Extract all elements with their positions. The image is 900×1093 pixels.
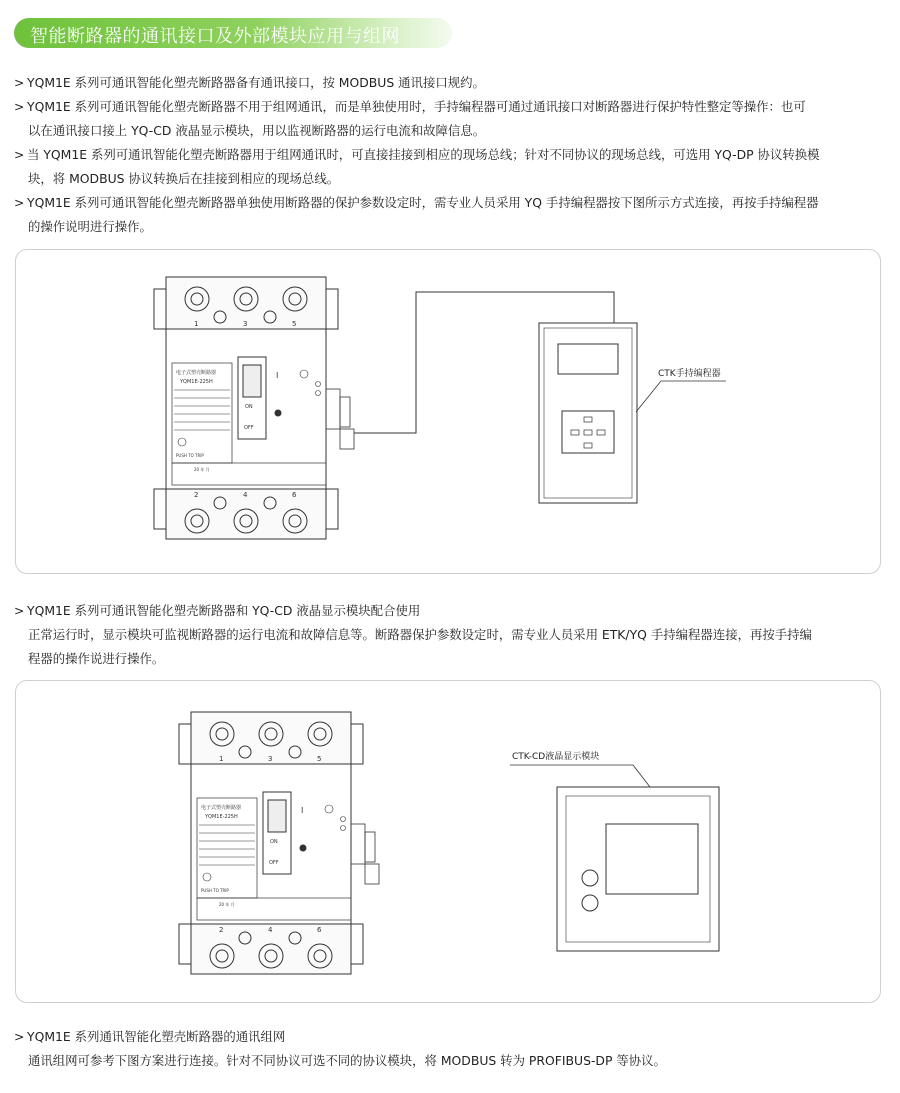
- diagram-panel-lcd: [15, 680, 881, 1003]
- svg-text:3: 3: [268, 755, 273, 763]
- svg-text:OFF: OFF: [244, 425, 254, 431]
- bullet-3: > 当 YQM1E 系列可通讯智能化塑壳断路器用于组网通讯时，可直接挂接到相应的现场总线；针对不同协议的现场总线，可选用 YQ-DP 协议转换模: [14, 147, 820, 162]
- programmer-label: CTK手持编程器: [658, 369, 721, 379]
- svg-text:PUSH TO TRIP: PUSH TO TRIP: [201, 888, 229, 893]
- svg-text:OFF: OFF: [269, 860, 279, 866]
- svg-text:I: I: [276, 371, 279, 380]
- svg-text:I: I: [301, 806, 304, 815]
- svg-text:5: 5: [292, 320, 297, 328]
- circuit-breaker: [179, 712, 379, 974]
- bullet-2: > YQM1E 系列可通讯智能化塑壳断路器不用于组网通讯，而是单独使用时，手持编程器可通过通讯接口对断路器进行保护特性整定等操作：也可: [14, 99, 806, 114]
- svg-text:3: 3: [243, 320, 248, 328]
- svg-text:5: 5: [317, 755, 322, 763]
- lcd-module-label: CTK-CD液晶显示模块: [512, 752, 600, 762]
- svg-text:YQM1E-225H: YQM1E-225H: [205, 814, 238, 820]
- comm-cable: [354, 292, 614, 433]
- section2-heading: > YQM1E 系列可通讯智能化塑壳断路器和 YQ-CD 液晶显示模块配合使用: [14, 603, 421, 618]
- svg-text:2: 2: [219, 926, 224, 934]
- circuit-breaker: [154, 277, 354, 539]
- callout-leader: [636, 381, 726, 412]
- lcd-display-module: [557, 787, 719, 951]
- bullet-4: > YQM1E 系列可通讯智能化塑壳断路器单独使用断路器的保护参数设定时，需专业人员采用 YQ 手持编程器按下图所示方式连接，再按手持编程器: [14, 195, 819, 210]
- handheld-programmer: [539, 323, 637, 503]
- svg-text:20 年 月: 20 年 月: [219, 902, 235, 907]
- diagram-panel-programmer: [15, 249, 881, 574]
- section2-line1: 正常运行时，显示模块可监视断路器的运行电流和故障信息等。断路器保护参数设定时，需专业人员采用 ETK/YQ 手持编程器连接，再按手持编: [28, 627, 812, 642]
- svg-text:1: 1: [194, 320, 199, 328]
- svg-text:6: 6: [292, 491, 297, 499]
- svg-text:电子式塑壳断路器: 电子式塑壳断路器: [201, 805, 242, 811]
- bullet-1: > YQM1E 系列可通讯智能化塑壳断路器备有通讯接口，按 MODBUS 通讯接口规约。: [14, 75, 485, 90]
- section3-heading: > YQM1E 系列通讯智能化塑壳断路器的通讯组网: [14, 1029, 286, 1044]
- section-title-banner: [14, 18, 452, 48]
- section3-line1: 通讯组网可参考下图方案进行连接。针对不同协议可选不同的协议模块，将 MODBUS 转为 PROFIBUS-DP 等协议。: [28, 1053, 666, 1068]
- svg-text:ON: ON: [245, 404, 253, 410]
- bullet-2-cont: 以在通讯接口接上 YQ-CD 液晶显示模块，用以监视断路器的运行电流和故障信息。: [28, 123, 486, 138]
- svg-text:PUSH TO TRIP: PUSH TO TRIP: [176, 453, 204, 458]
- section-title: 智能断路器的通讯接口及外部模块应用与组网: [30, 26, 400, 47]
- svg-text:1: 1: [219, 755, 224, 763]
- svg-text:电子式塑壳断路器: 电子式塑壳断路器: [176, 370, 217, 376]
- svg-text:4: 4: [268, 926, 273, 934]
- bullet-3-cont: 块，将 MODBUS 协议转换后在挂接到相应的现场总线。: [28, 171, 340, 186]
- svg-text:20 年 月: 20 年 月: [194, 467, 210, 472]
- svg-text:2: 2: [194, 491, 199, 499]
- section2-line2: 程器的操作说进行操作。: [28, 651, 165, 666]
- breaker-programmer-diagram: [16, 250, 880, 573]
- svg-text:YQM1E-225H: YQM1E-225H: [180, 379, 213, 385]
- callout-leader: [510, 765, 650, 787]
- breaker-lcd-diagram: [16, 681, 880, 1002]
- bullet-4-cont: 的操作说明进行操作。: [28, 219, 152, 234]
- svg-text:4: 4: [243, 491, 248, 499]
- svg-text:6: 6: [317, 926, 322, 934]
- svg-text:ON: ON: [270, 839, 278, 845]
